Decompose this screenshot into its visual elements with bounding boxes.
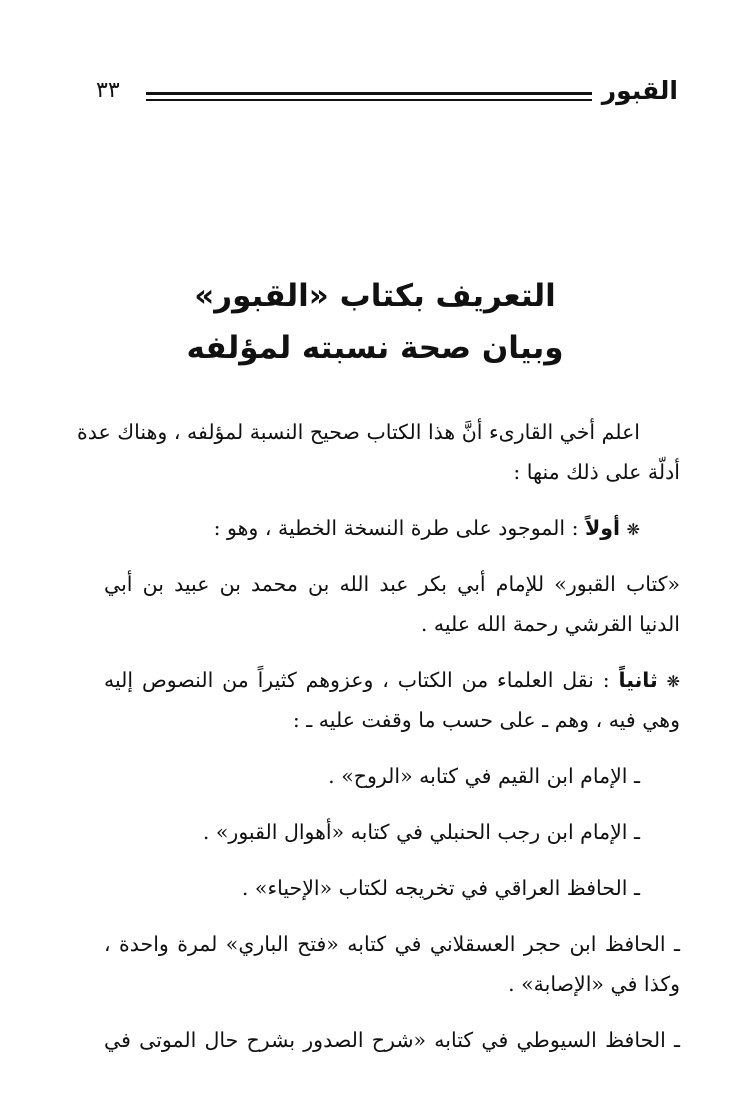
page-number: ٣٣ (96, 78, 120, 103)
list-item (104, 868, 680, 908)
paragraph-line (104, 660, 680, 700)
paragraph-line (104, 508, 680, 548)
paragraph-line: أدلّة على ذلك منها : (513, 460, 680, 484)
body-text (77, 412, 680, 1060)
list-item-line: ـ الحافظ العراقي في تخريجه لكتاب «الإحياء» . (241, 876, 640, 900)
second-text: : نقل العلماء من الكتاب ، وعزوهم كثيراً من النصوص إليه (104, 668, 619, 692)
first-label: أولاً (585, 516, 621, 540)
paragraph-quote (104, 564, 680, 644)
header-rule (146, 92, 592, 101)
paragraph-intro (77, 412, 680, 492)
paragraph-line: اعلم أخي القارىء أنَّ هذا الكتاب صحيح النسبة لمؤلفه ، وهناك عدة (77, 420, 640, 444)
paragraph-first-evidence (104, 508, 680, 548)
chapter-title-line-2: وبيان صحة نسبته لمؤلفه (186, 330, 564, 366)
asterism-icon: ❋ (626, 520, 640, 539)
page-header (96, 74, 678, 118)
list-item (104, 924, 680, 1004)
paragraph-second-evidence (104, 660, 680, 740)
list-item-line: وكذا في «الإصابة» . (508, 972, 680, 996)
chapter-title-line-1: التعريف بكتاب «القبور» (194, 278, 556, 314)
list-item-line: ـ الإمام ابن رجب الحنبلي في كتابه «أهوال القبور» . (202, 820, 640, 844)
paragraph-line: «كتاب القبور» للإمام أبي بكر عبد الله بن محمد بن عبيد بن أبي (104, 572, 680, 596)
asterism-icon: ❋ (666, 672, 680, 691)
first-text: : الموجود على طرة النسخة الخطية ، وهو : (213, 516, 586, 540)
list-item (104, 812, 680, 852)
list-item-line: ـ الإمام ابن القيم في كتابه «الروح» . (328, 764, 640, 788)
paragraph-line: الدنيا القرشي رحمة الله عليه . (420, 612, 680, 636)
second-label: ثانياً (618, 668, 658, 692)
list-item (104, 1020, 680, 1060)
running-title: القبور (601, 76, 678, 105)
list-item (104, 756, 680, 796)
chapter-title (140, 270, 610, 374)
list-item-line: ـ الحافظ السيوطي في كتابه «شرح الصدور بشرح حال الموتى في (104, 1028, 680, 1052)
list-item-line: ـ الحافظ ابن حجر العسقلاني في كتابه «فتح الباري» لمرة واحدة ، (104, 932, 680, 956)
paragraph-line: وهي فيه ، وهم ـ على حسب ما وقفت عليه ـ : (292, 708, 680, 732)
